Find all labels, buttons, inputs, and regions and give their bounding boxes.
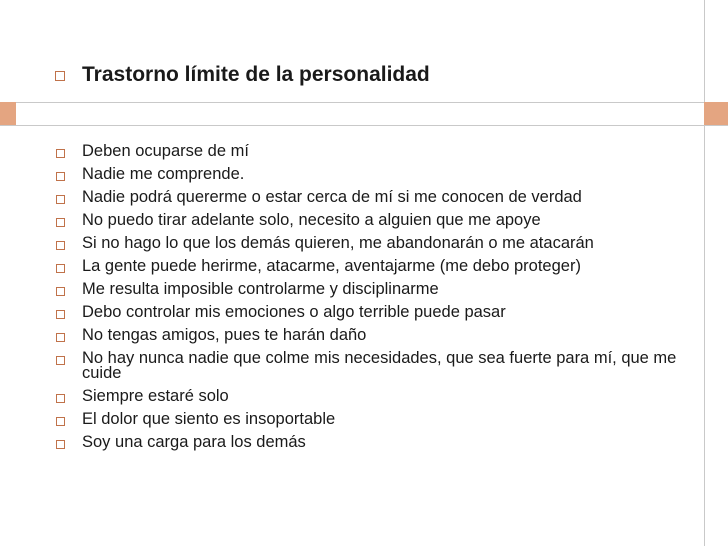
list-item-text: Me resulta imposible controlarme y disciplinarme: [82, 280, 439, 298]
list-item-text: La gente puede herirme, atacarme, aventajarme (me debo proteger): [82, 257, 581, 275]
list-item: [54, 186, 694, 209]
decorative-accent-right: [704, 102, 728, 125]
list-item: [54, 431, 694, 454]
list-item: [54, 278, 694, 301]
list-item: [54, 385, 694, 408]
decorative-rule-vertical: [704, 0, 705, 546]
decorative-accent-left: [0, 102, 16, 125]
square-bullet-icon: [56, 172, 65, 181]
list-item-text: No tengas amigos, pues te harán daño: [82, 326, 367, 344]
square-bullet-icon: [56, 356, 65, 365]
square-bullet-icon: [55, 71, 65, 81]
square-bullet-icon: [56, 241, 65, 250]
square-bullet-icon: [56, 333, 65, 342]
list-item-text: Soy una carga para los demás: [82, 433, 306, 451]
decorative-rule-bottom: [0, 125, 728, 126]
list-item-text: Deben ocuparse de mí: [82, 142, 249, 160]
square-bullet-icon: [56, 310, 65, 319]
list-item: [54, 140, 694, 163]
decorative-rule-top: [0, 102, 728, 103]
square-bullet-icon: [56, 195, 65, 204]
list-item: [54, 255, 694, 278]
square-bullet-icon: [56, 440, 65, 449]
list-item: [54, 408, 694, 431]
list-item-text: Nadie me comprende.: [82, 165, 245, 183]
square-bullet-icon: [56, 149, 65, 158]
list-item: [54, 301, 694, 324]
bullet-list: [54, 140, 694, 454]
square-bullet-icon: [56, 417, 65, 426]
list-item-text: El dolor que siento es insoportable: [82, 410, 336, 428]
list-item-text: Si no hago lo que los demás quieren, me abandonarán o me atacarán: [82, 234, 594, 252]
list-item: [54, 209, 694, 232]
list-item-text: Debo controlar mis emociones o algo terrible puede pasar: [82, 303, 506, 321]
list-item-text: Siempre estaré solo: [82, 387, 229, 405]
square-bullet-icon: [56, 287, 65, 296]
list-item: [54, 232, 694, 255]
square-bullet-icon: [56, 264, 65, 273]
list-item: [54, 163, 694, 186]
list-item-text: Nadie podrá quererme o estar cerca de mí si me conocen de verdad: [82, 188, 582, 206]
list-item: [54, 324, 694, 347]
square-bullet-icon: [56, 394, 65, 403]
slide-title: Trastorno límite de la personalidad: [82, 63, 430, 86]
list-item-text: No puedo tirar adelante solo, necesito a alguien que me apoye: [82, 211, 541, 229]
square-bullet-icon: [56, 218, 65, 227]
list-item-text: No hay nunca nadie que colme mis necesidades, que sea fuerte para mí, que me cuide: [82, 349, 677, 382]
list-item: [54, 347, 694, 385]
